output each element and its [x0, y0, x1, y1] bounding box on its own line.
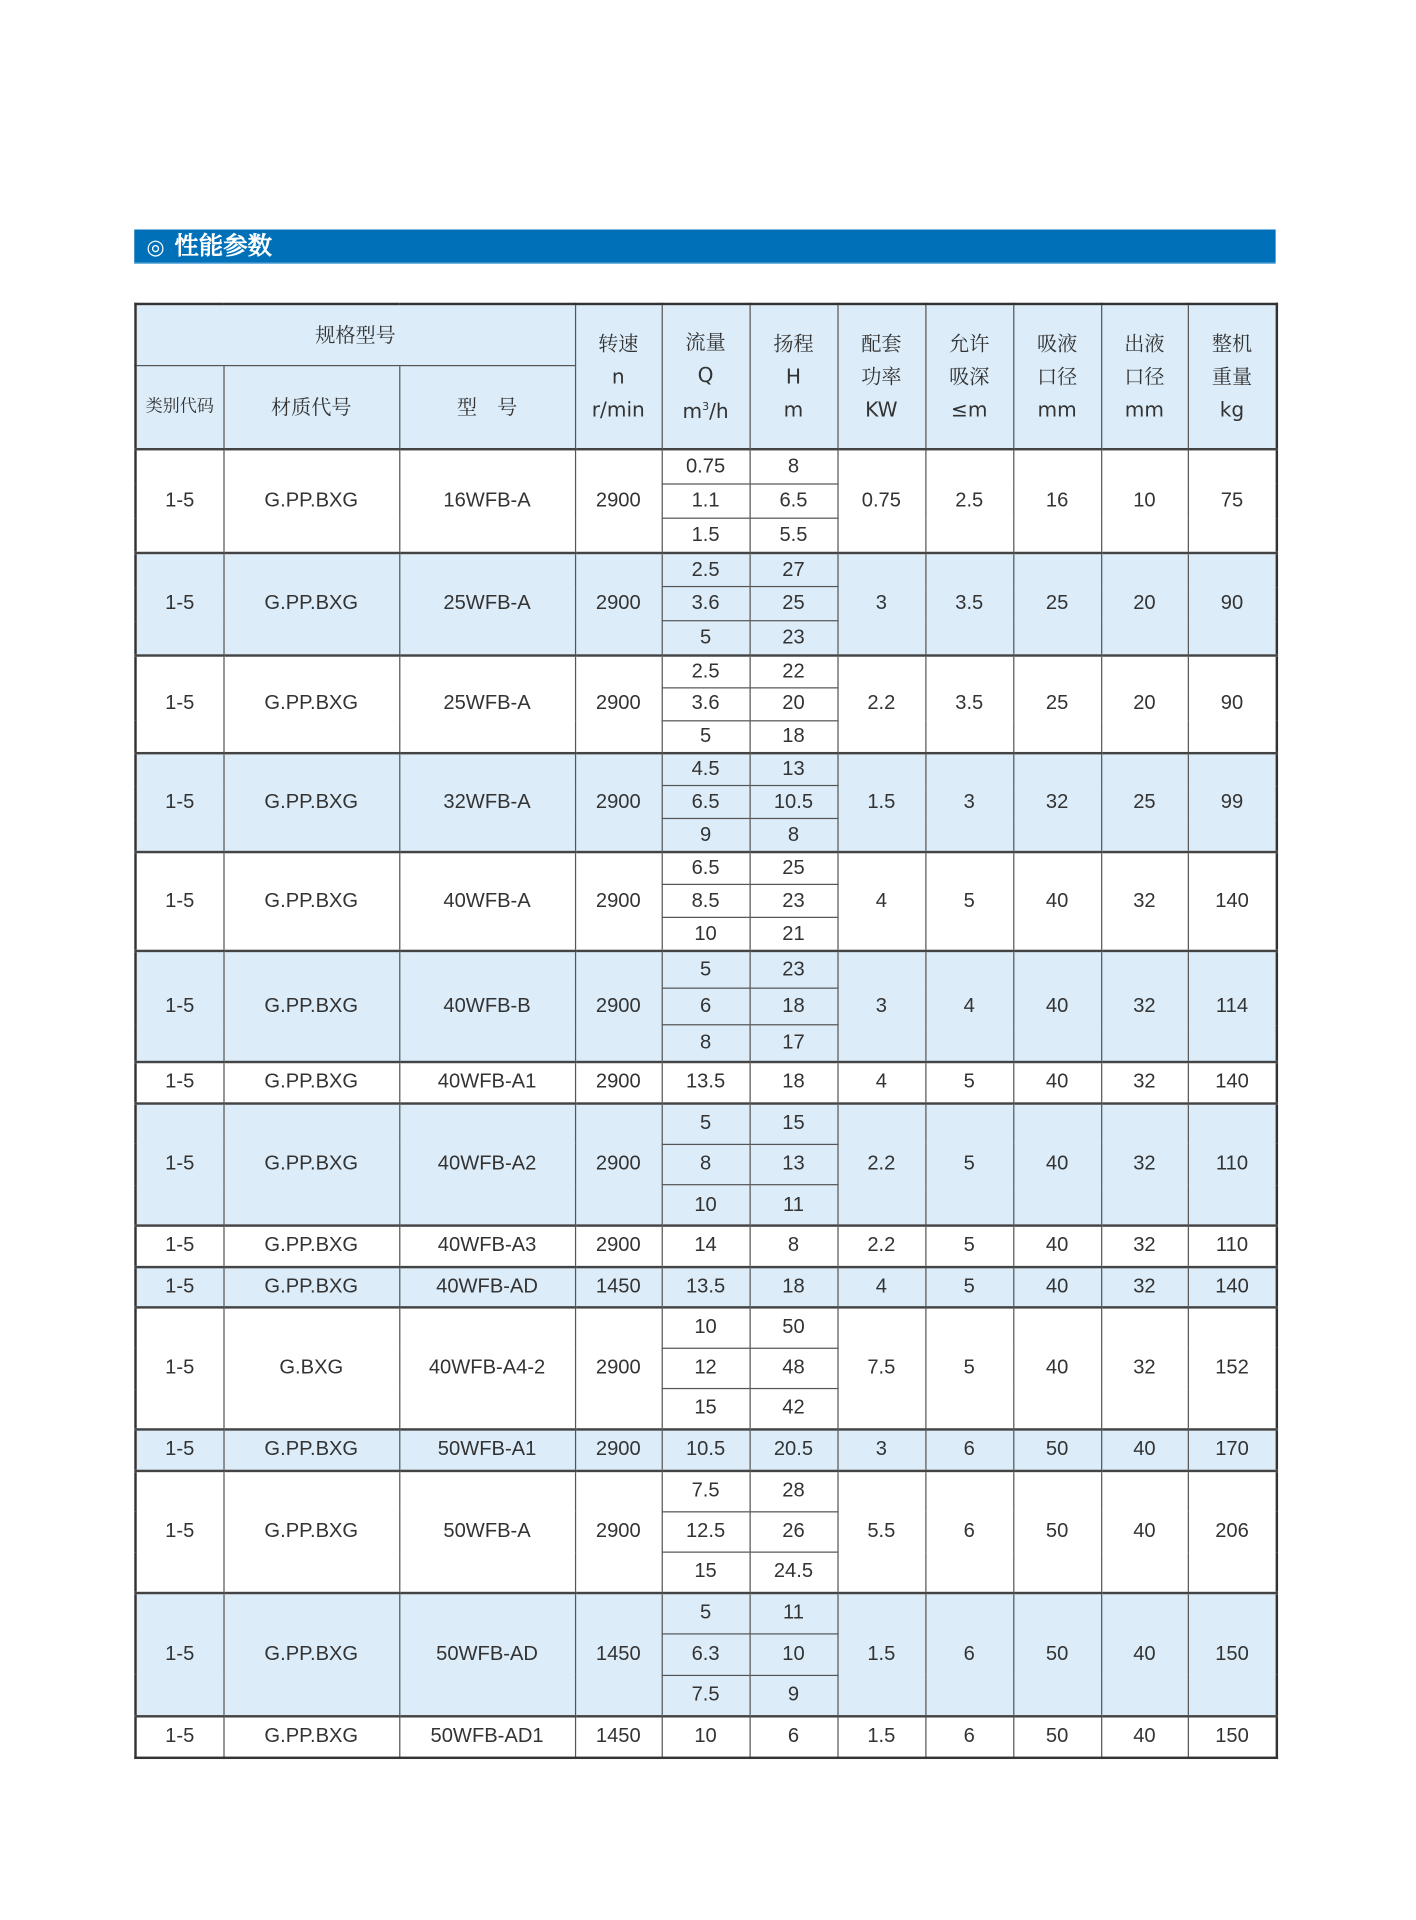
- suction-depth-cell: 5: [925, 1225, 1013, 1267]
- head-cell: 24.5: [750, 1552, 838, 1593]
- table-row: [135, 852, 1276, 885]
- head-cell: 9: [750, 1675, 838, 1716]
- power-cell: 3: [837, 553, 925, 656]
- category-code-cell: 1-5: [135, 1307, 223, 1429]
- model-cell: 40WFB-A4-2: [399, 1307, 575, 1429]
- head-cell: 17: [750, 1025, 838, 1062]
- weight-cell: 170: [1188, 1429, 1277, 1471]
- inlet-cell: 16: [1013, 449, 1101, 553]
- power-cell: 2.2: [837, 1103, 925, 1225]
- model-cell: 25WFB-A: [399, 655, 575, 753]
- outlet-cell: 40: [1101, 1716, 1188, 1758]
- flow-cell: 8.5: [662, 885, 750, 918]
- inlet-cell: 40: [1013, 1267, 1101, 1307]
- material-code-cell: G.PP.BXG: [223, 1593, 399, 1716]
- suction-depth-cell: 3.5: [925, 553, 1013, 656]
- inlet-cell: 50: [1013, 1429, 1101, 1471]
- speed-cell: 2900: [575, 1307, 662, 1429]
- model-cell: 50WFB-A: [399, 1471, 575, 1593]
- section-banner: [134, 229, 1275, 263]
- weight-cell: 90: [1188, 553, 1277, 656]
- power-cell: 1.5: [837, 1716, 925, 1758]
- inlet-cell: 40: [1013, 1103, 1101, 1225]
- weight-cell: 150: [1188, 1593, 1277, 1716]
- inlet-cell: 40: [1013, 1062, 1101, 1104]
- category-code-cell: 1-5: [135, 753, 223, 852]
- weight-cell: 99: [1188, 753, 1277, 852]
- model-cell: 50WFB-A1: [399, 1429, 575, 1471]
- performance-table: [134, 303, 1278, 1759]
- table-row: [135, 1225, 1276, 1267]
- head-cell: 6: [750, 1716, 838, 1758]
- table-row: [135, 1716, 1276, 1758]
- suction-depth-cell: 5: [925, 852, 1013, 951]
- material-code-cell: G.PP.BXG: [223, 852, 399, 951]
- inlet-cell: 40: [1013, 1307, 1101, 1429]
- outlet-cell: 20: [1101, 655, 1188, 753]
- flow-cell: 12.5: [662, 1512, 750, 1553]
- flow-cell: 13.5: [662, 1267, 750, 1307]
- inlet-cell: 40: [1013, 951, 1101, 1062]
- model-cell: 25WFB-A: [399, 553, 575, 656]
- head-cell: 21: [750, 918, 838, 951]
- table-row: [135, 449, 1276, 484]
- category-code-cell: 1-5: [135, 553, 223, 656]
- flow-cell: 14: [662, 1225, 750, 1267]
- suction-depth-cell: 6: [925, 1593, 1013, 1716]
- power-cell: 5.5: [837, 1471, 925, 1593]
- head-cell: 20: [750, 688, 838, 721]
- category-code-cell: 1-5: [135, 655, 223, 753]
- header-category-code: 类别代码: [135, 365, 223, 449]
- outlet-cell: 32: [1101, 1307, 1188, 1429]
- outlet-cell: 40: [1101, 1593, 1188, 1716]
- outlet-cell: 32: [1101, 852, 1188, 951]
- material-code-cell: G.PP.BXG: [223, 951, 399, 1062]
- outlet-cell: 20: [1101, 553, 1188, 656]
- flow-cell: 5: [662, 1103, 750, 1144]
- weight-cell: 110: [1188, 1225, 1277, 1267]
- inlet-cell: 25: [1013, 655, 1101, 753]
- inlet-cell: 50: [1013, 1593, 1101, 1716]
- power-cell: 7.5: [837, 1307, 925, 1429]
- model-cell: 50WFB-AD: [399, 1593, 575, 1716]
- head-cell: 5.5: [750, 518, 838, 553]
- double-circle-icon: ◎: [146, 235, 165, 261]
- flow-cell: 10.5: [662, 1429, 750, 1471]
- header-weight: 整机 重量 kg: [1188, 304, 1277, 449]
- head-cell: 15: [750, 1103, 838, 1144]
- table-row: [135, 1062, 1276, 1104]
- head-cell: 25: [750, 852, 838, 885]
- flow-cell: 1.1: [662, 484, 750, 519]
- suction-depth-cell: 5: [925, 1307, 1013, 1429]
- weight-cell: 150: [1188, 1716, 1277, 1758]
- material-code-cell: G.PP.BXG: [223, 655, 399, 753]
- category-code-cell: 1-5: [135, 1471, 223, 1593]
- section-title: 性能参数: [174, 230, 273, 261]
- speed-cell: 1450: [575, 1593, 662, 1716]
- power-cell: 4: [837, 1062, 925, 1104]
- inlet-cell: 32: [1013, 753, 1101, 852]
- power-cell: 2.2: [837, 655, 925, 753]
- speed-cell: 2900: [575, 449, 662, 553]
- weight-cell: 206: [1188, 1471, 1277, 1593]
- head-cell: 13: [750, 1144, 838, 1185]
- power-cell: 1.5: [837, 1593, 925, 1716]
- outlet-cell: 32: [1101, 1103, 1188, 1225]
- head-cell: 11: [750, 1185, 838, 1226]
- model-cell: 16WFB-A: [399, 449, 575, 553]
- category-code-cell: 1-5: [135, 1267, 223, 1307]
- inlet-cell: 50: [1013, 1716, 1101, 1758]
- material-code-cell: G.PP.BXG: [223, 553, 399, 656]
- flow-cell: 6: [662, 988, 750, 1025]
- table-row: [135, 1307, 1276, 1348]
- head-cell: 23: [750, 885, 838, 918]
- model-cell: 50WFB-AD1: [399, 1716, 575, 1758]
- power-cell: 0.75: [837, 449, 925, 553]
- table-row: [135, 553, 1276, 587]
- flow-cell: 7.5: [662, 1675, 750, 1716]
- header-outlet: 出液 口径 mm: [1101, 304, 1188, 449]
- material-code-cell: G.PP.BXG: [223, 753, 399, 852]
- outlet-cell: 40: [1101, 1471, 1188, 1593]
- material-code-cell: G.PP.BXG: [223, 1062, 399, 1104]
- speed-cell: 2900: [575, 1062, 662, 1104]
- suction-depth-cell: 5: [925, 1267, 1013, 1307]
- power-cell: 3: [837, 951, 925, 1062]
- header-suction-depth: 允许 吸深 ≤m: [925, 304, 1013, 449]
- header-speed: 转速 n r/min: [575, 304, 662, 449]
- speed-cell: 2900: [575, 655, 662, 753]
- inlet-cell: 40: [1013, 852, 1101, 951]
- outlet-cell: 40: [1101, 1429, 1188, 1471]
- suction-depth-cell: 4: [925, 951, 1013, 1062]
- flow-cell: 4.5: [662, 753, 750, 786]
- category-code-cell: 1-5: [135, 1429, 223, 1471]
- flow-cell: 10: [662, 1307, 750, 1348]
- header-power: 配套 功率 KW: [837, 304, 925, 449]
- suction-depth-cell: 6: [925, 1716, 1013, 1758]
- speed-cell: 2900: [575, 753, 662, 852]
- flow-cell: 2.5: [662, 655, 750, 688]
- weight-cell: 90: [1188, 655, 1277, 753]
- flow-cell: 10: [662, 918, 750, 951]
- header-head: 扬程 H m: [750, 304, 838, 449]
- model-cell: 40WFB-B: [399, 951, 575, 1062]
- speed-cell: 2900: [575, 1429, 662, 1471]
- category-code-cell: 1-5: [135, 449, 223, 553]
- weight-cell: 75: [1188, 449, 1277, 553]
- flow-cell: 10: [662, 1716, 750, 1758]
- flow-cell: 2.5: [662, 553, 750, 587]
- category-code-cell: 1-5: [135, 1103, 223, 1225]
- suction-depth-cell: 3.5: [925, 655, 1013, 753]
- head-cell: 20.5: [750, 1429, 838, 1471]
- category-code-cell: 1-5: [135, 1225, 223, 1267]
- table-row: [135, 1429, 1276, 1471]
- flow-cell: 6.5: [662, 786, 750, 819]
- table-row: [135, 1471, 1276, 1512]
- suction-depth-cell: 6: [925, 1429, 1013, 1471]
- speed-cell: 2900: [575, 553, 662, 656]
- suction-depth-cell: 3: [925, 753, 1013, 852]
- head-cell: 23: [750, 951, 838, 988]
- weight-cell: 114: [1188, 951, 1277, 1062]
- category-code-cell: 1-5: [135, 852, 223, 951]
- suction-depth-cell: 5: [925, 1103, 1013, 1225]
- head-cell: 18: [750, 1267, 838, 1307]
- head-cell: 48: [750, 1348, 838, 1389]
- inlet-cell: 25: [1013, 553, 1101, 656]
- outlet-cell: 32: [1101, 951, 1188, 1062]
- material-code-cell: G.PP.BXG: [223, 449, 399, 553]
- speed-cell: 2900: [575, 951, 662, 1062]
- head-cell: 25: [750, 587, 838, 621]
- table-row: [135, 1103, 1276, 1144]
- head-cell: 42: [750, 1389, 838, 1430]
- table-row: [135, 655, 1276, 688]
- outlet-cell: 10: [1101, 449, 1188, 553]
- material-code-cell: G.PP.BXG: [223, 1471, 399, 1593]
- flow-cell: 3.6: [662, 587, 750, 621]
- flow-cell: 5: [662, 951, 750, 988]
- material-code-cell: G.PP.BXG: [223, 1429, 399, 1471]
- speed-cell: 1450: [575, 1267, 662, 1307]
- weight-cell: 140: [1188, 1267, 1277, 1307]
- flow-cell: 5: [662, 621, 750, 655]
- flow-cell: 13.5: [662, 1062, 750, 1104]
- head-cell: 8: [750, 449, 838, 484]
- header-spec: 规格型号: [135, 304, 574, 365]
- table-row: [135, 951, 1276, 988]
- weight-cell: 140: [1188, 1062, 1277, 1104]
- header-model: 型 号: [399, 365, 575, 449]
- material-code-cell: G.PP.BXG: [223, 1267, 399, 1307]
- header-flow: 流量 Q $m^3/h$: [662, 304, 750, 449]
- head-cell: 28: [750, 1471, 838, 1512]
- flow-cell: 12: [662, 1348, 750, 1389]
- material-code-cell: G.BXG: [223, 1307, 399, 1429]
- inlet-cell: 50: [1013, 1471, 1101, 1593]
- flow-cell: 5: [662, 1593, 750, 1634]
- head-cell: 50: [750, 1307, 838, 1348]
- head-cell: 10: [750, 1634, 838, 1675]
- head-cell: 18: [750, 1062, 838, 1104]
- power-cell: 4: [837, 1267, 925, 1307]
- power-cell: 2.2: [837, 1225, 925, 1267]
- model-cell: 40WFB-AD: [399, 1267, 575, 1307]
- weight-cell: 110: [1188, 1103, 1277, 1225]
- category-code-cell: 1-5: [135, 1716, 223, 1758]
- table-row: [135, 1267, 1276, 1307]
- speed-cell: 2900: [575, 1103, 662, 1225]
- table-row: [135, 1593, 1276, 1634]
- category-code-cell: 1-5: [135, 1062, 223, 1104]
- weight-cell: 140: [1188, 852, 1277, 951]
- flow-cell: 10: [662, 1185, 750, 1226]
- flow-cell: 9: [662, 819, 750, 852]
- flow-cell: 1.5: [662, 518, 750, 553]
- head-cell: 23: [750, 621, 838, 655]
- head-cell: 13: [750, 753, 838, 786]
- suction-depth-cell: 2.5: [925, 449, 1013, 553]
- flow-cell: 8: [662, 1025, 750, 1062]
- weight-cell: 152: [1188, 1307, 1277, 1429]
- suction-depth-cell: 6: [925, 1471, 1013, 1593]
- outlet-cell: 32: [1101, 1267, 1188, 1307]
- model-cell: 40WFB-A2: [399, 1103, 575, 1225]
- material-code-cell: G.PP.BXG: [223, 1716, 399, 1758]
- flow-cell: 6.5: [662, 852, 750, 885]
- header-inlet: 吸液 口径 mm: [1013, 304, 1101, 449]
- head-cell: 22: [750, 655, 838, 688]
- head-cell: 8: [750, 819, 838, 852]
- speed-cell: 2900: [575, 1225, 662, 1267]
- flow-cell: 7.5: [662, 1471, 750, 1512]
- model-cell: 40WFB-A3: [399, 1225, 575, 1267]
- power-cell: 3: [837, 1429, 925, 1471]
- head-cell: 11: [750, 1593, 838, 1634]
- category-code-cell: 1-5: [135, 951, 223, 1062]
- outlet-cell: 32: [1101, 1225, 1188, 1267]
- model-cell: 40WFB-A1: [399, 1062, 575, 1104]
- flow-cell: 15: [662, 1552, 750, 1593]
- outlet-cell: 32: [1101, 1062, 1188, 1104]
- head-cell: 10.5: [750, 786, 838, 819]
- power-cell: 4: [837, 852, 925, 951]
- flow-cell: 3.6: [662, 688, 750, 721]
- head-cell: 27: [750, 553, 838, 587]
- inlet-cell: 40: [1013, 1225, 1101, 1267]
- suction-depth-cell: 5: [925, 1062, 1013, 1104]
- header-material-code: 材质代号: [223, 365, 399, 449]
- speed-cell: 1450: [575, 1716, 662, 1758]
- head-cell: 18: [750, 988, 838, 1025]
- material-code-cell: G.PP.BXG: [223, 1103, 399, 1225]
- flow-cell: 0.75: [662, 449, 750, 484]
- table-row: [135, 753, 1276, 786]
- head-cell: 6.5: [750, 484, 838, 519]
- flow-cell: 5: [662, 721, 750, 754]
- model-cell: 32WFB-A: [399, 753, 575, 852]
- speed-cell: 2900: [575, 852, 662, 951]
- head-cell: 26: [750, 1512, 838, 1553]
- flow-cell: 8: [662, 1144, 750, 1185]
- model-cell: 40WFB-A: [399, 852, 575, 951]
- head-cell: 8: [750, 1225, 838, 1267]
- outlet-cell: 25: [1101, 753, 1188, 852]
- flow-cell: 6.3: [662, 1634, 750, 1675]
- flow-cell: 15: [662, 1389, 750, 1430]
- head-cell: 18: [750, 721, 838, 754]
- category-code-cell: 1-5: [135, 1593, 223, 1716]
- speed-cell: 2900: [575, 1471, 662, 1593]
- power-cell: 1.5: [837, 753, 925, 852]
- material-code-cell: G.PP.BXG: [223, 1225, 399, 1267]
